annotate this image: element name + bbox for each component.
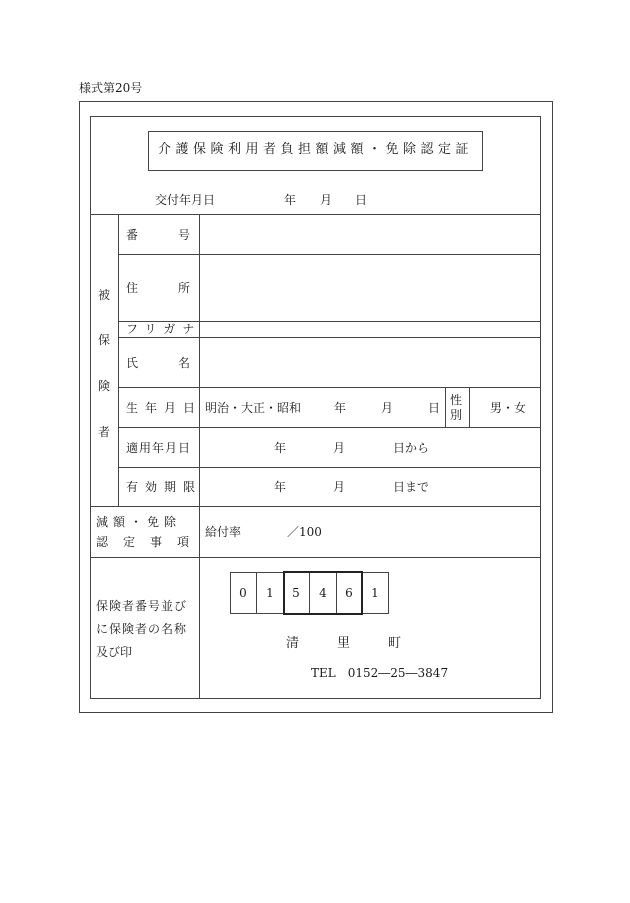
rule-effective-bottom	[118, 467, 541, 468]
birth-era-options: 明治・大正・昭和	[205, 401, 302, 415]
reduction-label-line1: 減額・免除	[96, 515, 182, 529]
rule-insured-bottom	[90, 506, 541, 507]
effective-day: 日から	[393, 441, 430, 455]
rule-top	[90, 214, 541, 215]
furigana-label: フリガナ	[126, 322, 202, 336]
expiry-label: 有効期限	[126, 480, 203, 494]
insurer-digit-2: 1	[266, 586, 274, 600]
insurer-digit-6: 1	[371, 586, 379, 600]
birth-year: 年	[334, 401, 347, 415]
benefit-rate-value: ／100	[287, 525, 322, 539]
insured-label-4: 者	[97, 425, 110, 439]
issue-date-day: 日	[355, 193, 368, 207]
birthdate-label: 生年月日	[126, 401, 203, 415]
effective-month: 月	[333, 441, 346, 455]
insured-label-2: 保	[97, 333, 110, 347]
insurer-phone: TEL 0152―25―3847	[311, 666, 449, 680]
insurer-name: 清里町	[286, 636, 440, 651]
page-title: 介護保険利用者負担額減額・免除認定証	[157, 142, 473, 157]
insurer-digit-1: 0	[239, 586, 247, 600]
rule-reduction-bottom	[90, 557, 541, 558]
form-number: 様式第20号	[79, 81, 143, 95]
rule-insured-col	[118, 214, 119, 506]
issue-date-label: 交付年月日	[155, 193, 216, 207]
effective-date-label: 適用年月日	[126, 441, 192, 455]
benefit-rate-label: 給付率	[205, 525, 242, 539]
insurer-digit-5: 6	[345, 586, 353, 600]
issue-date-year: 年	[284, 193, 297, 207]
rule-name-bottom	[118, 387, 541, 388]
insurer-label-line2: に保険者の名称	[96, 622, 188, 636]
rule-birth-bottom	[118, 427, 541, 428]
rule-furigana-bottom	[118, 337, 541, 338]
insurer-label-line1: 保険者番号並び	[96, 599, 188, 613]
insurer-label-line3: 及び印	[96, 645, 133, 659]
reduction-label-line2: 認定事項	[96, 535, 205, 549]
birth-month: 月	[381, 401, 394, 415]
insured-label-1: 被	[97, 288, 110, 302]
sex-label-2: 別	[450, 408, 463, 422]
name-label: 氏名	[126, 356, 231, 370]
rule-sex-right	[469, 387, 470, 427]
number-label: 番号	[126, 228, 231, 242]
insurer-digit-3: 5	[292, 586, 300, 600]
issue-date-month: 月	[320, 193, 333, 207]
expiry-month: 月	[333, 480, 346, 494]
sex-label-1: 性	[450, 393, 463, 407]
effective-year: 年	[274, 441, 287, 455]
expiry-year: 年	[274, 480, 287, 494]
address-label: 住所	[126, 281, 231, 295]
insurer-digit-4: 4	[319, 586, 327, 600]
rule-sex-left	[445, 387, 446, 427]
rule-number-bottom	[118, 254, 541, 255]
expiry-day: 日まで	[393, 480, 430, 494]
birth-day: 日	[428, 401, 441, 415]
insured-label-3: 険	[97, 379, 110, 393]
sex-options: 男・女	[490, 401, 527, 415]
